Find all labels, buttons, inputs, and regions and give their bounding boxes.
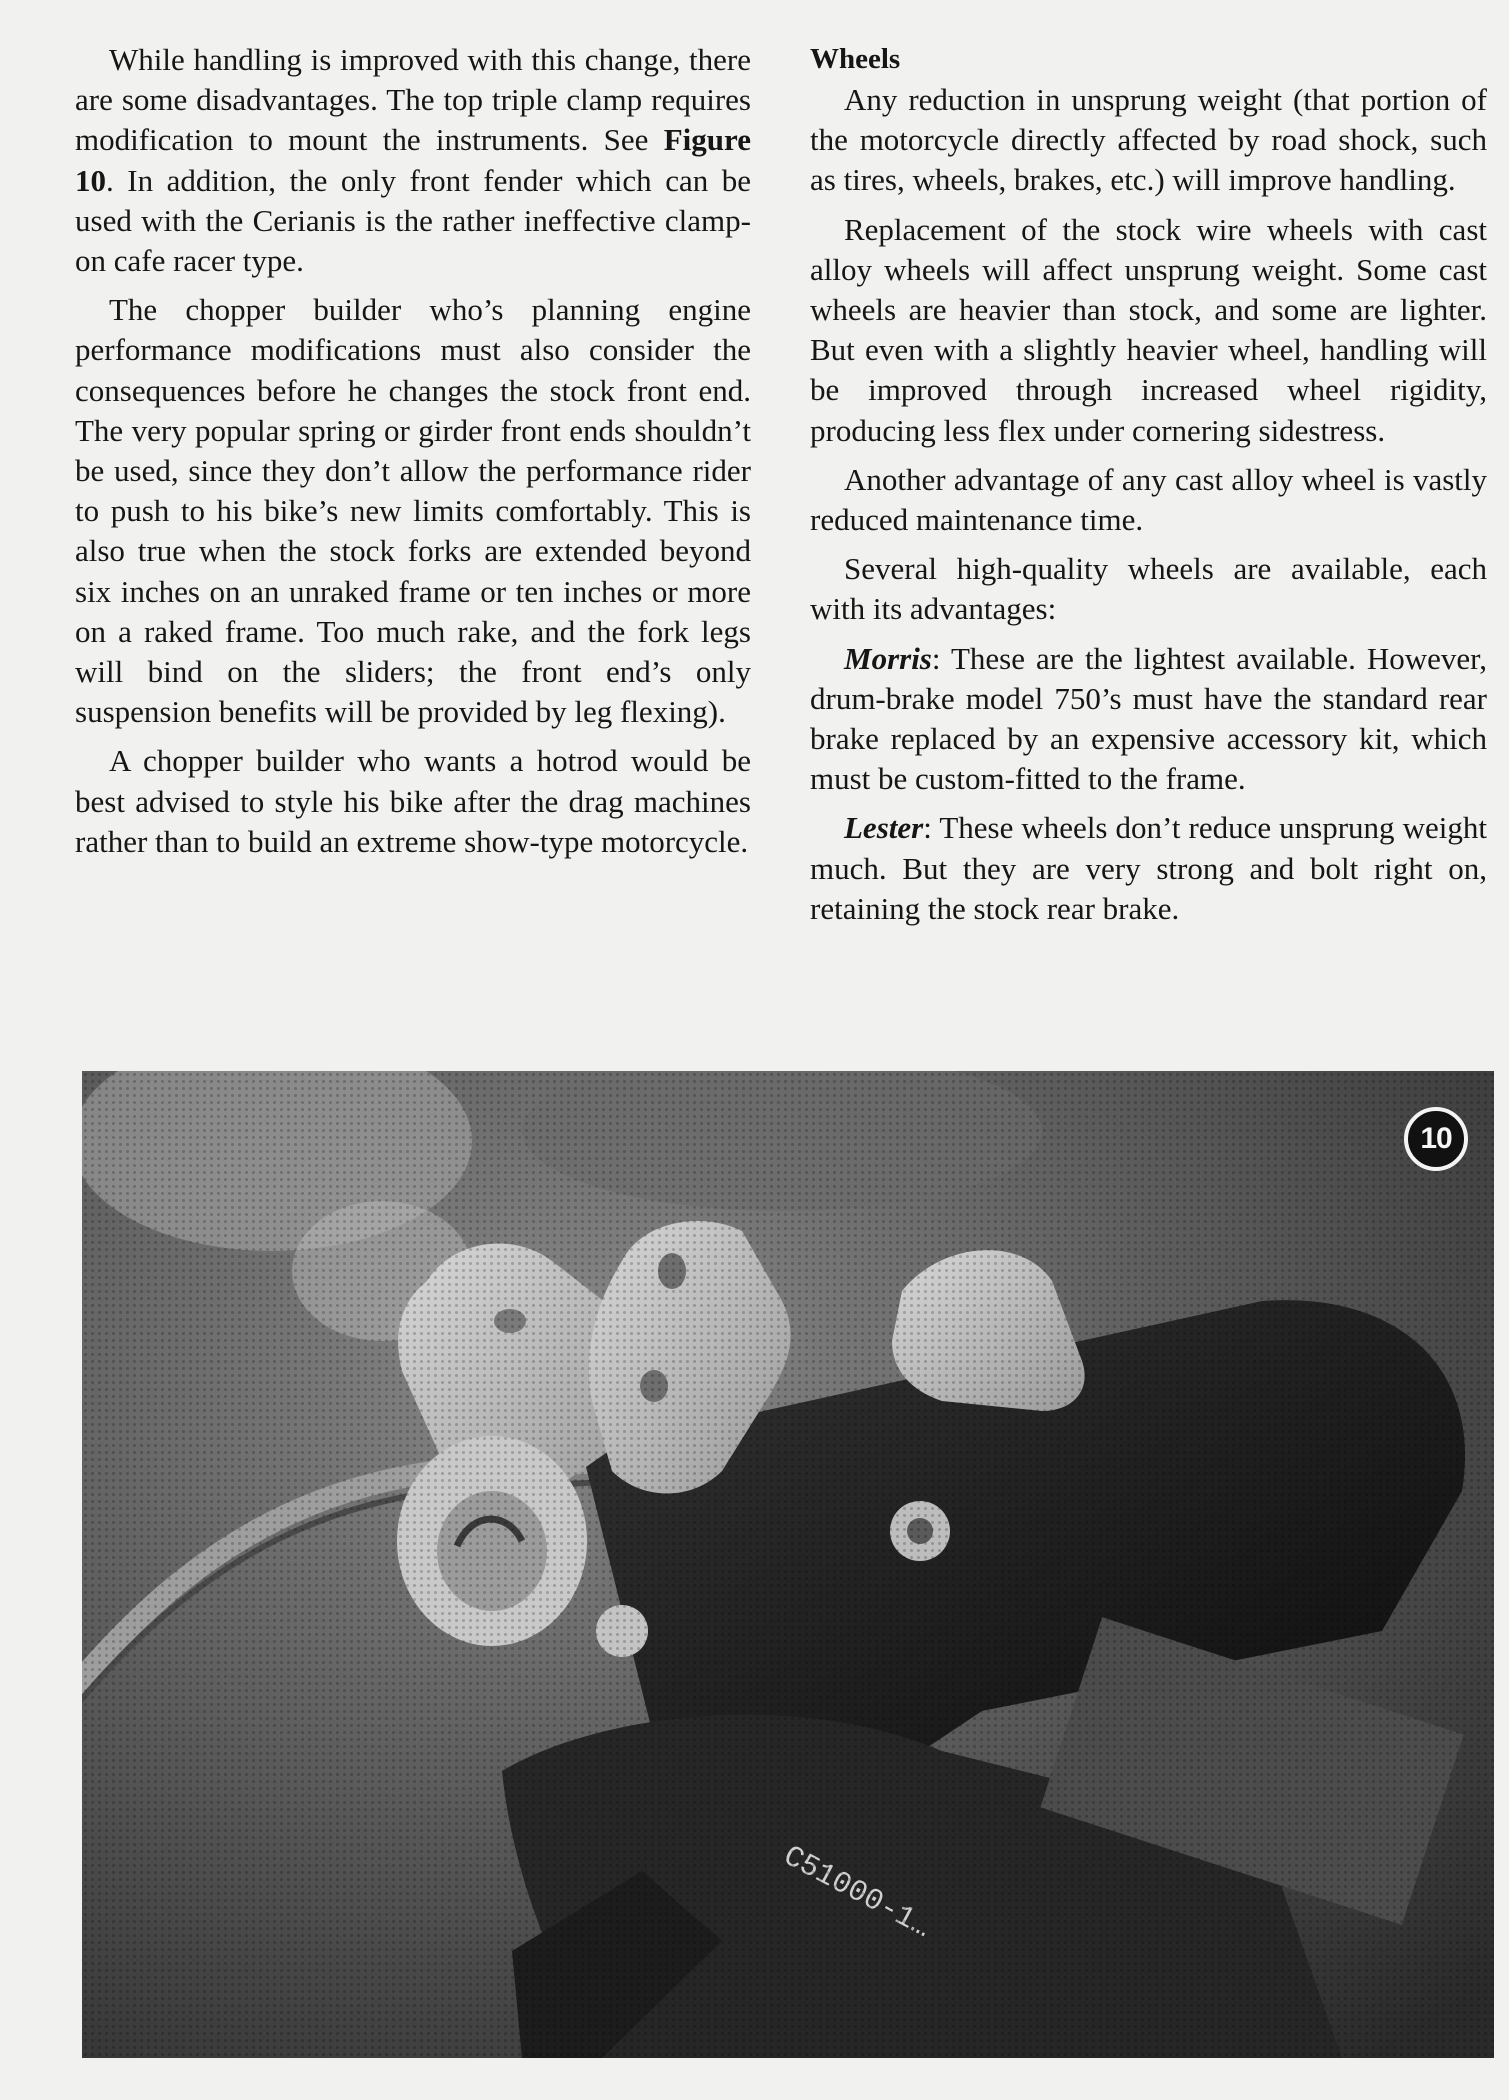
figure-reference: Figure 10: [75, 122, 751, 198]
left-column: [75, 40, 751, 871]
left-paragraph-2: The chopper builder who’s planning engine performance modifications must also consider the consequences before he changes the stock front end. The very popular spring or girder front ends shouldn’t be used, since they don’t allow the performance rider to push to his bike’s new limits comfortably. This is also true when the stock forks are extended beyond six inches on an unraked frame or ten inches or more on a raked frame. Too much rake, and the fork legs will bind on the sliders; the front end’s only suspension benefits will be provided by leg flexing).: [75, 292, 751, 730]
right-paragraph-4: Several high-quality wheels are available, each with its advantages:: [810, 551, 1487, 627]
right-paragraph-1: Any reduction in unsprung weight (that portion of the motorcycle directly affected by road shock, such as tires, wheels, brakes, etc.) will improve handling.: [810, 82, 1487, 198]
right-paragraph-lester: [810, 808, 1487, 929]
section-heading: Wheels: [810, 43, 901, 75]
figure-number-badge: 10: [1404, 1107, 1468, 1171]
figure-10-photo: [82, 1071, 1494, 2058]
right-column: [810, 40, 1487, 938]
triple-clamp-illustration: [82, 1071, 1494, 2058]
text-run: . In addition, the only front fender which can be used with the Cerianis is the rather ineffective clamp-on cafe racer type.: [75, 162, 751, 279]
wheel-brand-lester: Lester: [844, 810, 924, 846]
left-paragraph-3: A chopper builder who wants a hotrod would be best advised to style his bike after the drag machines rather than to build an extreme show-type motorcycle.: [75, 743, 751, 859]
halftone-screen: [82, 1071, 1494, 2058]
right-paragraph-3: Another advantage of any cast alloy wheel is vastly reduced maintenance time.: [810, 461, 1487, 538]
left-paragraph-1: [75, 40, 751, 281]
right-paragraph-morris: [810, 639, 1487, 800]
right-paragraph-2: Replacement of the stock wire wheels with cast alloy wheels will affect unsprung weight. Some cast wheels are heavier than stock, and some are lighter. But even with a slightly heavier wheel, handling will be improved through increased wheel rigidity, producing less flex under cornering sidestress.: [810, 211, 1487, 448]
wheel-brand-morris: Morris: [844, 640, 932, 676]
text-run: : These are the lightest available. However, drum-brake model 750’s must have the standard rear brake replaced by an expensive accessory kit, which must be custom-fitted to the frame.: [810, 640, 1487, 797]
text-run: While handling is improved with this change, there are some disadvantages. The top triple clamp requires modification to mount the instruments. See: [75, 42, 751, 158]
text-run: : These wheels don’t reduce unsprung weight much. But they are very strong and bolt right on, retaining the stock rear brake.: [810, 810, 1487, 926]
